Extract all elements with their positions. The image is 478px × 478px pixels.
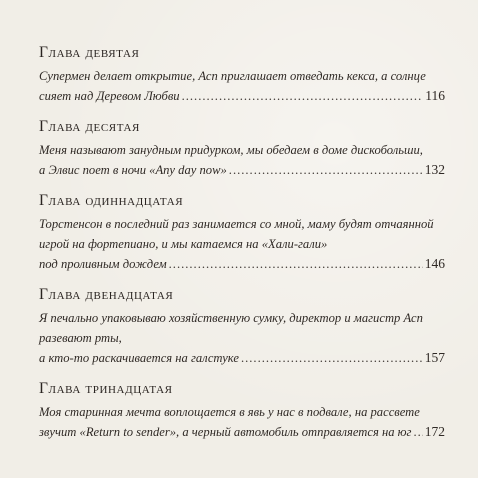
- description-line: сияет над Деревом Любви: [39, 89, 180, 103]
- dot-leader: [413, 422, 422, 442]
- chapter-title: Глава девятая: [39, 44, 140, 61]
- toc-entry-chapter-13: [39, 380, 445, 442]
- toc-entry-chapter-12: [39, 286, 445, 368]
- description-line: Я печально упаковываю хозяйственную сумку, директор и магистр Асп: [39, 311, 423, 325]
- description-line: а кто-то раскачивается на галстуке: [39, 351, 239, 365]
- dot-leader: [182, 86, 424, 106]
- dot-leader: [169, 254, 423, 274]
- chapter-title: Глава одиннадцатая: [39, 192, 184, 209]
- chapter-title: Глава десятая: [39, 118, 140, 135]
- description-line: звучит «Return to sender», а черный автомобиль отправляется на юг: [39, 425, 412, 439]
- description-last-line: [39, 86, 445, 106]
- chapter-description: [39, 214, 445, 274]
- description-line: Моя старинная мечта воплощается в явь у нас в подвале, на рассвете: [39, 405, 420, 419]
- description-line: разевают рты,: [39, 331, 122, 345]
- dot-leader: [241, 348, 423, 368]
- toc-entry-chapter-11: [39, 192, 445, 274]
- description-last-line: [39, 348, 445, 368]
- page-number: 116: [425, 88, 445, 103]
- chapter-description: [39, 402, 445, 442]
- page-number: 157: [424, 350, 445, 365]
- chapter-description: [39, 66, 445, 106]
- chapter-description: [39, 140, 445, 180]
- description-line: игрой на фортепиано, и мы катаемся на «Хали-гали»: [39, 237, 328, 251]
- dot-leader: [229, 160, 423, 180]
- description-line: под проливным дождем: [39, 257, 167, 271]
- description-line: Супермен делает открытие, Асп приглашает отведать кекса, а солнце: [39, 69, 426, 83]
- toc-entry-chapter-9: [39, 44, 445, 106]
- page-number: 172: [424, 424, 445, 439]
- description-last-line: [39, 422, 445, 442]
- page-number: 146: [424, 256, 445, 271]
- chapter-description: [39, 308, 445, 368]
- description-last-line: [39, 254, 445, 274]
- toc-entry-chapter-10: [39, 118, 445, 180]
- chapter-title: Глава двенадцатая: [39, 286, 174, 303]
- page-number: 132: [424, 162, 445, 177]
- description-last-line: [39, 160, 445, 180]
- description-line: Торстенсон в последний раз занимается со мной, маму будят отчаянной: [39, 217, 434, 231]
- table-of-contents: [39, 44, 445, 442]
- description-line: а Элвис поет в ночи «Any day now»: [39, 163, 227, 177]
- description-line: Меня называют занудным придурком, мы обедаем в доме дискобольши,: [39, 143, 423, 157]
- chapter-title: Глава тринадцатая: [39, 380, 173, 397]
